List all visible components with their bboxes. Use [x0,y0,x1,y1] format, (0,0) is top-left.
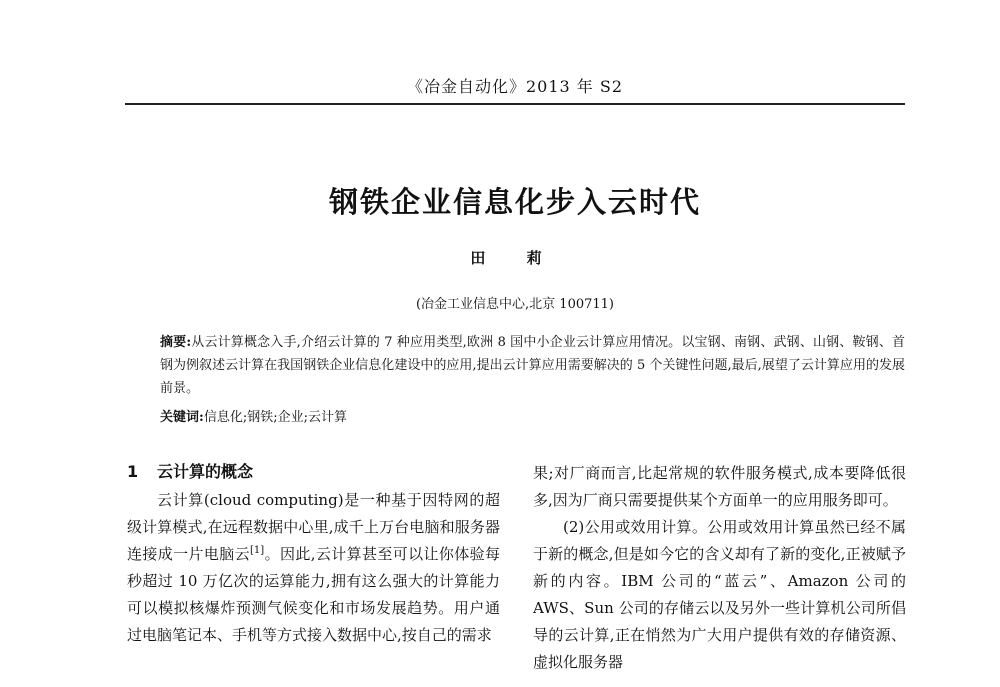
journal-header: 《冶金自动化》2013 年 S2 [406,77,624,96]
section-title: 云计算的概念 [157,462,254,481]
left-column [127,458,500,649]
keywords [160,406,905,429]
abstract-text: 从云计算概念入手,介绍云计算的 7 种应用类型,欧洲 8 国中小企业云计算应用情况。以宝钢、南钢、武钢、山钢、鞍钢、首钢为例叙述云计算在我国钢铁企业信息化建设中的应用,提出云计算应用需要解决的 5 个关键性问题,最后,展望了云计算应用的发展前景。 [160,335,905,396]
section-heading [127,458,500,485]
body-paragraph: (2)公用或效用计算。公用或效用计算虽然已经不属于新的概念,但是如今它的含义却有了新的变化,正被赋予新的内容。IBM 公司的“蓝云”、Amazon 公司的 AWS、Sun 公司的存储云以及另外一些计算机公司所倡导的云计算,正在悄然为广大用户提供有效的存储资源、虚拟化服务器 [533,518,906,671]
keywords-text: 信息化;钢铁;企业;云计算 [203,410,347,425]
article-title: 钢铁企业信息化步入云时代 [328,185,701,219]
body-paragraph: 果;对厂商而言,比起常规的软件服务模式,成本要降低很多,因为厂商只需要提供某个方面单一的应用服务即可。 [533,464,906,509]
article-affiliation: (冶金工业信息中心,北京 100711) [415,297,615,312]
right-column [533,460,906,676]
section-number: 1 [127,462,139,481]
paragraph-text: 。因此,云计算甚至可以让你体验每秒超过 10 万亿次的运算能力,拥有这么强大的计算能力可以模拟核爆炸预测气候变化和市场发展趋势。用户通过电脑笔记本、手机等方式接入数据中心,按自己的需求 [127,545,500,644]
citation-ref: [1] [250,545,265,556]
body-paragraph [127,487,500,649]
header-rule [125,103,905,105]
keywords-label: 关键词: [160,410,204,425]
paragraph-text: 云计算(cloud computing)是一种基于因特网的超级计算模式,在远程数据中心里,成千上万台电脑和服务器连接成一片电脑云 [127,491,500,563]
abstract-label: 摘要: [160,335,192,350]
article-author: 田 莉 [470,249,560,267]
abstract [160,331,905,400]
